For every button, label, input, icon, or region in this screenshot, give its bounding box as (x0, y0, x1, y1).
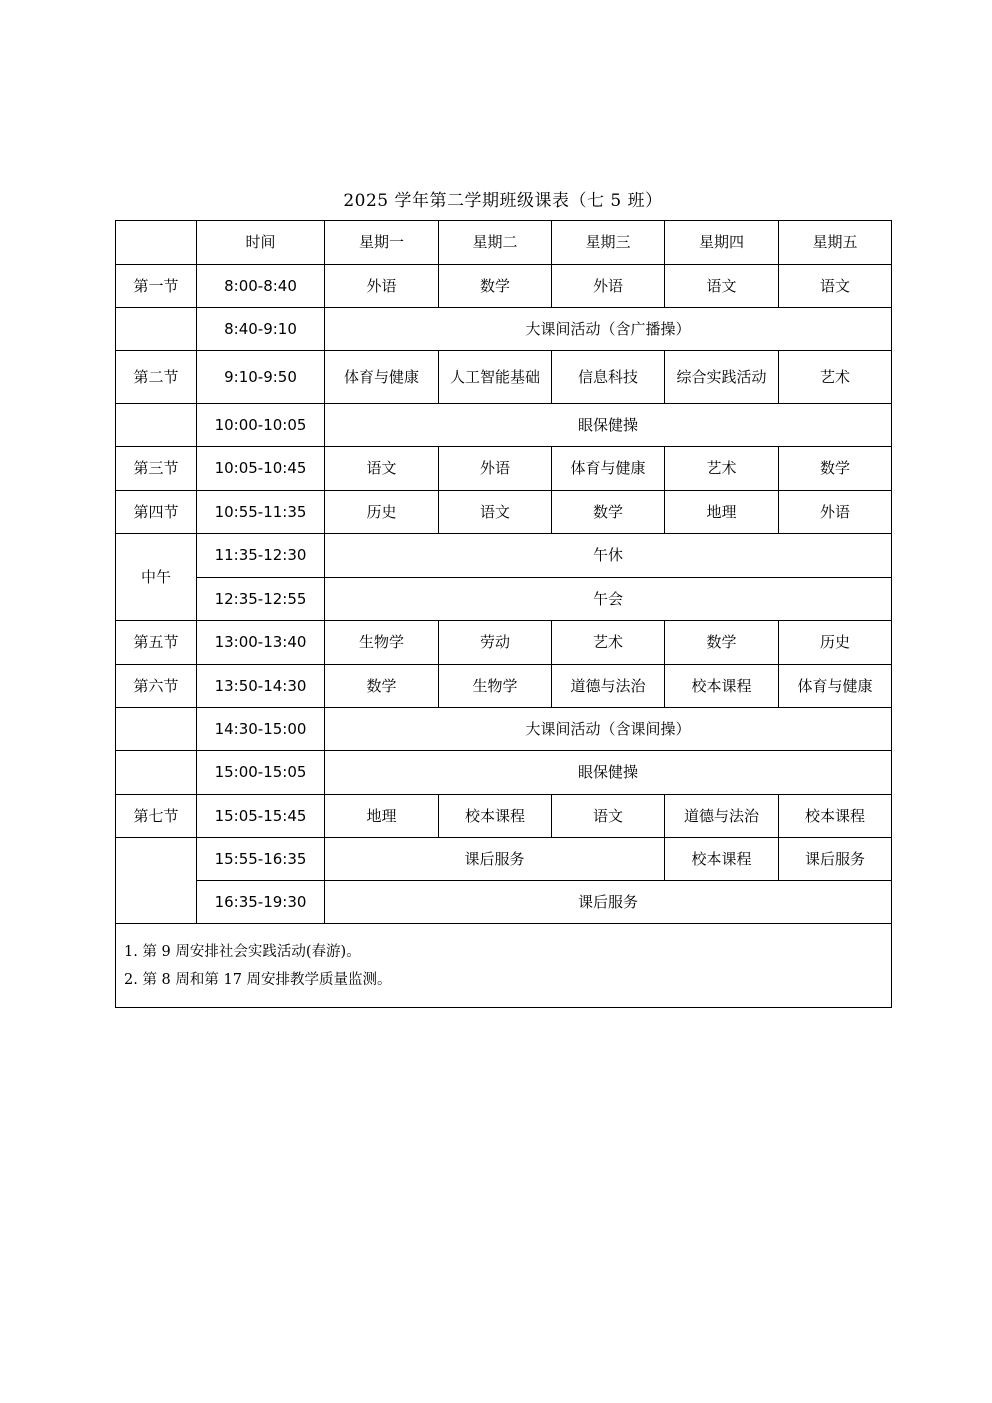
period-label: 第三节 (116, 447, 197, 491)
table-row (116, 665, 892, 708)
subject-cell: 地理 (665, 491, 779, 534)
subject-cell: 课后服务 (779, 838, 892, 881)
time-cell: 13:50-14:30 (197, 665, 325, 708)
subject-cell: 外语 (439, 447, 552, 491)
subject-cell: 综合实践活动 (665, 351, 779, 404)
notes-cell (116, 924, 892, 1008)
activity-cell: 大课间活动（含课间操） (325, 708, 892, 751)
time-cell: 8:00-8:40 (197, 265, 325, 308)
subject-cell: 数学 (325, 665, 439, 708)
schedule-table (115, 220, 892, 1008)
subject-cell: 地理 (325, 795, 439, 838)
time-cell: 9:10-9:50 (197, 351, 325, 404)
activity-cell: 课后服务 (325, 838, 665, 881)
subject-cell: 人工智能基础 (439, 351, 552, 404)
table-row (116, 308, 892, 351)
header-time: 时间 (197, 221, 325, 265)
time-cell: 14:30-15:00 (197, 708, 325, 751)
subject-cell: 数学 (552, 491, 665, 534)
table-row (116, 751, 892, 795)
subject-cell: 数学 (439, 265, 552, 308)
time-cell: 15:55-16:35 (197, 838, 325, 881)
subject-cell: 语文 (325, 447, 439, 491)
activity-cell: 午会 (325, 578, 892, 621)
activity-cell: 课后服务 (325, 881, 892, 924)
period-label: 第七节 (116, 795, 197, 838)
subject-cell: 校本课程 (665, 838, 779, 881)
period-label: 第六节 (116, 665, 197, 708)
subject-cell: 校本课程 (779, 795, 892, 838)
time-cell: 13:00-13:40 (197, 621, 325, 665)
time-cell: 15:00-15:05 (197, 751, 325, 795)
period-label-empty (116, 404, 197, 447)
table-row (116, 621, 892, 665)
activity-cell: 午休 (325, 534, 892, 578)
table-row (116, 578, 892, 621)
table-row (116, 838, 892, 881)
subject-cell: 语文 (439, 491, 552, 534)
page-title: 2025 学年第二学期班级课表（七 5 班） (343, 191, 663, 211)
subject-cell: 体育与健康 (552, 447, 665, 491)
header-thursday: 星期四 (665, 221, 779, 265)
activity-cell: 眼保健操 (325, 404, 892, 447)
subject-cell: 数学 (779, 447, 892, 491)
header-wednesday: 星期三 (552, 221, 665, 265)
time-cell: 10:05-10:45 (197, 447, 325, 491)
subject-cell: 外语 (325, 265, 439, 308)
subject-cell: 艺术 (552, 621, 665, 665)
subject-cell: 语文 (552, 795, 665, 838)
period-label-empty (116, 308, 197, 351)
header-tuesday: 星期二 (439, 221, 552, 265)
note-item: 1. 第 9 周安排社会实践活动(春游)。 (124, 944, 361, 960)
subject-cell: 语文 (665, 265, 779, 308)
notes-row (116, 924, 892, 1008)
subject-cell: 历史 (779, 621, 892, 665)
period-label-empty (116, 838, 197, 924)
subject-cell: 外语 (552, 265, 665, 308)
table-row (116, 265, 892, 308)
subject-cell: 语文 (779, 265, 892, 308)
subject-cell: 生物学 (439, 665, 552, 708)
subject-cell: 体育与健康 (325, 351, 439, 404)
period-label: 第五节 (116, 621, 197, 665)
subject-cell: 外语 (779, 491, 892, 534)
subject-cell: 生物学 (325, 621, 439, 665)
time-cell: 12:35-12:55 (197, 578, 325, 621)
time-cell: 16:35-19:30 (197, 881, 325, 924)
subject-cell: 劳动 (439, 621, 552, 665)
subject-cell: 校本课程 (439, 795, 552, 838)
table-row (116, 534, 892, 578)
activity-cell: 眼保健操 (325, 751, 892, 795)
header-friday: 星期五 (779, 221, 892, 265)
subject-cell: 道德与法治 (552, 665, 665, 708)
table-row (116, 491, 892, 534)
subject-cell: 校本课程 (665, 665, 779, 708)
subject-cell: 信息科技 (552, 351, 665, 404)
period-label-empty (116, 751, 197, 795)
period-label: 第二节 (116, 351, 197, 404)
note-item: 2. 第 8 周和第 17 周安排教学质量监测。 (124, 972, 392, 988)
table-row (116, 447, 892, 491)
time-cell: 10:55-11:35 (197, 491, 325, 534)
period-label-empty (116, 708, 197, 751)
time-cell: 15:05-15:45 (197, 795, 325, 838)
table-row (116, 881, 892, 924)
subject-cell: 道德与法治 (665, 795, 779, 838)
period-label: 第四节 (116, 491, 197, 534)
time-cell: 11:35-12:30 (197, 534, 325, 578)
subject-cell: 体育与健康 (779, 665, 892, 708)
period-label: 第一节 (116, 265, 197, 308)
period-label: 中午 (116, 534, 197, 621)
subject-cell: 艺术 (665, 447, 779, 491)
time-cell: 8:40-9:10 (197, 308, 325, 351)
header-blank-cell (116, 221, 197, 265)
subject-cell: 艺术 (779, 351, 892, 404)
table-row (116, 404, 892, 447)
activity-cell: 大课间活动（含广播操） (325, 308, 892, 351)
table-row (116, 708, 892, 751)
table-row (116, 795, 892, 838)
subject-cell: 历史 (325, 491, 439, 534)
header-row (116, 221, 892, 265)
subject-cell: 数学 (665, 621, 779, 665)
header-monday: 星期一 (325, 221, 439, 265)
table-row (116, 351, 892, 404)
time-cell: 10:00-10:05 (197, 404, 325, 447)
